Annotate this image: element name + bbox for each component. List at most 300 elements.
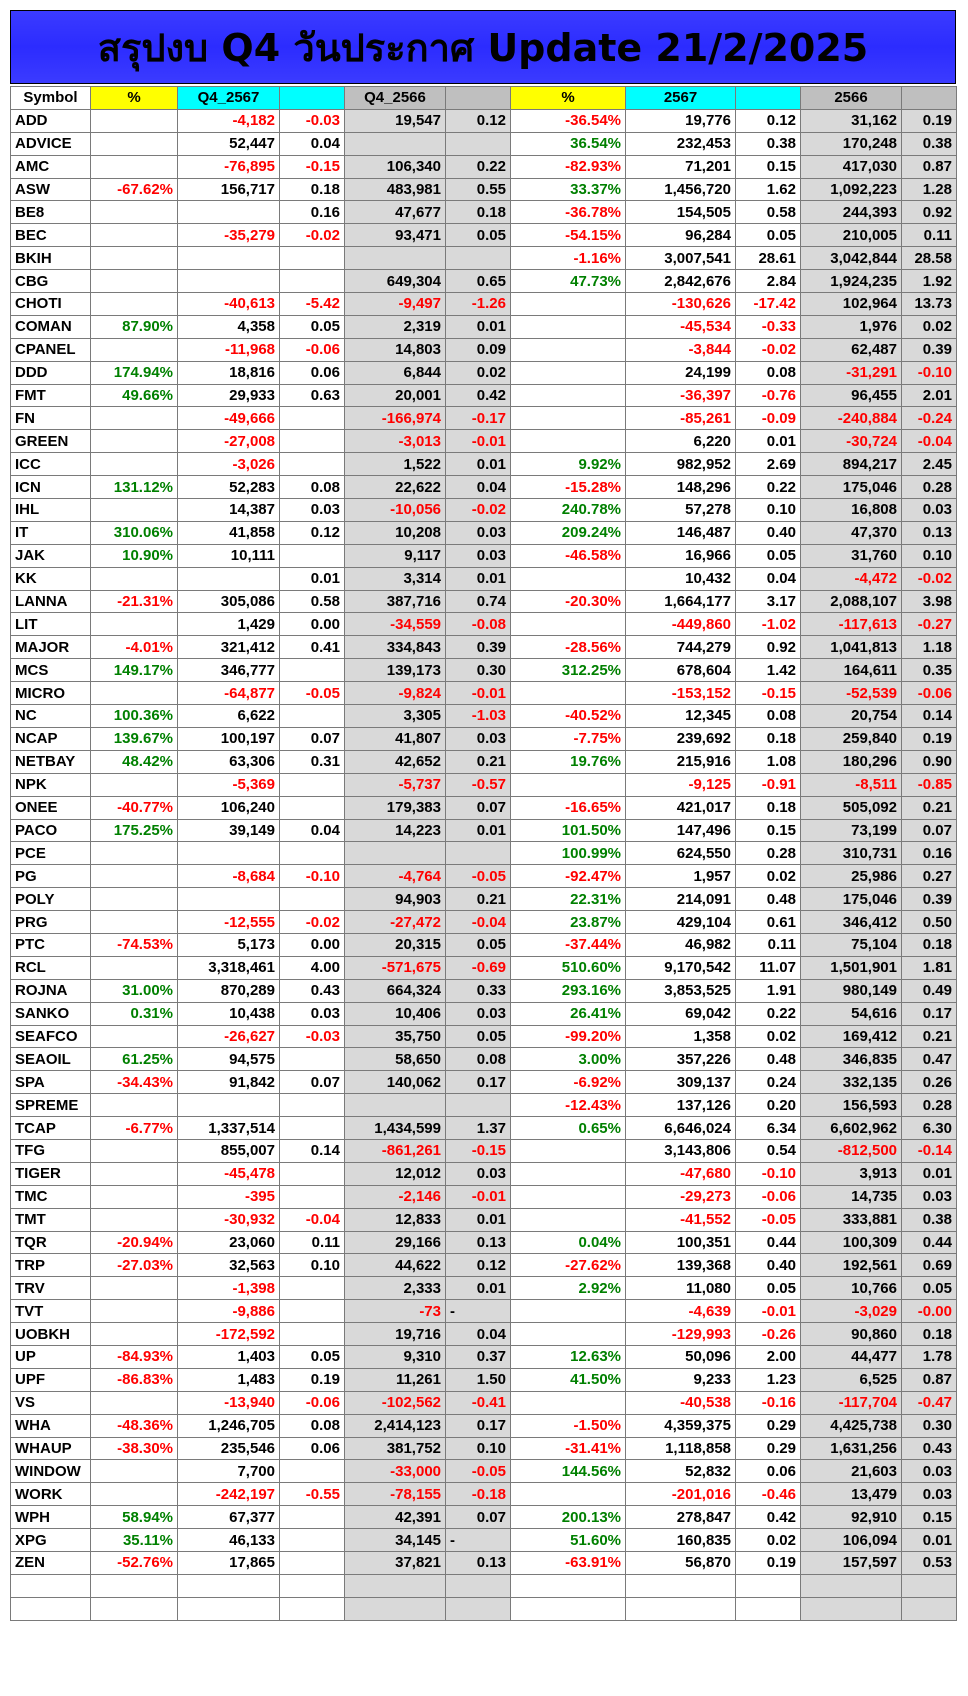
- table-row: [11, 911, 957, 934]
- value-cell: 9.92%: [511, 453, 626, 476]
- value-cell: -4.01%: [91, 636, 178, 659]
- table-row: [11, 247, 957, 270]
- value-cell: -0.02: [280, 911, 345, 934]
- symbol-cell: AMC: [11, 155, 91, 178]
- value-cell: [511, 407, 626, 430]
- value-cell: 0.19: [280, 1368, 345, 1391]
- value-cell: 25,986: [801, 865, 902, 888]
- value-cell: -0.17: [446, 407, 511, 430]
- value-cell: [345, 842, 446, 865]
- value-cell: 137,126: [626, 1094, 736, 1117]
- value-cell: 169,412: [801, 1025, 902, 1048]
- symbol-cell: NETBAY: [11, 750, 91, 773]
- value-cell: 9,310: [345, 1345, 446, 1368]
- value-cell: 14,387: [178, 499, 280, 522]
- value-cell: -0.46: [736, 1483, 801, 1506]
- value-cell: -92.47%: [511, 865, 626, 888]
- value-cell: 156,717: [178, 178, 280, 201]
- value-cell: [511, 1323, 626, 1346]
- value-cell: [280, 705, 345, 728]
- value-cell: [736, 1574, 801, 1597]
- table-row: [11, 682, 957, 705]
- value-cell: 0.53: [902, 1552, 957, 1575]
- symbol-cell: WHA: [11, 1414, 91, 1437]
- value-cell: 0.26: [902, 1071, 957, 1094]
- value-cell: 0.01: [736, 430, 801, 453]
- value-cell: -47,680: [626, 1162, 736, 1185]
- value-cell: [91, 499, 178, 522]
- value-cell: [91, 430, 178, 453]
- value-cell: 19.76%: [511, 750, 626, 773]
- value-cell: 0.90: [902, 750, 957, 773]
- value-cell: 154,505: [626, 201, 736, 224]
- value-cell: 0.02: [736, 1529, 801, 1552]
- symbol-cell: KK: [11, 567, 91, 590]
- value-cell: -21.31%: [91, 590, 178, 613]
- value-cell: 1.28: [902, 178, 957, 201]
- value-cell: 1,976: [801, 315, 902, 338]
- value-cell: 894,217: [801, 453, 902, 476]
- value-cell: 100.99%: [511, 842, 626, 865]
- value-cell: [280, 1162, 345, 1185]
- value-cell: [446, 132, 511, 155]
- value-cell: 148,296: [626, 476, 736, 499]
- value-cell: 46,133: [178, 1529, 280, 1552]
- value-cell: 0.48: [736, 888, 801, 911]
- value-cell: -54.15%: [511, 224, 626, 247]
- table-row: [11, 1231, 957, 1254]
- value-cell: 0.65: [446, 270, 511, 293]
- value-cell: 48.42%: [91, 750, 178, 773]
- value-cell: 0.41: [280, 636, 345, 659]
- value-cell: [280, 1552, 345, 1575]
- value-cell: -242,197: [178, 1483, 280, 1506]
- value-cell: [178, 270, 280, 293]
- value-cell: 1,501,901: [801, 956, 902, 979]
- value-cell: 140,062: [345, 1071, 446, 1094]
- value-cell: 2,414,123: [345, 1414, 446, 1437]
- table-row: [11, 705, 957, 728]
- value-cell: [511, 430, 626, 453]
- value-cell: 96,455: [801, 384, 902, 407]
- value-cell: 16,966: [626, 544, 736, 567]
- value-cell: [280, 544, 345, 567]
- value-cell: 0.18: [280, 178, 345, 201]
- value-cell: 52,283: [178, 476, 280, 499]
- value-cell: -102,562: [345, 1391, 446, 1414]
- value-cell: 240.78%: [511, 499, 626, 522]
- value-cell: -0.01: [446, 430, 511, 453]
- value-cell: 31,162: [801, 109, 902, 132]
- value-cell: 209.24%: [511, 521, 626, 544]
- value-cell: 1.42: [736, 659, 801, 682]
- value-cell: 321,412: [178, 636, 280, 659]
- value-cell: -9,497: [345, 293, 446, 316]
- table-row: [11, 979, 957, 1002]
- value-cell: [345, 132, 446, 155]
- value-cell: 6,220: [626, 430, 736, 453]
- value-cell: [91, 1162, 178, 1185]
- column-header: [280, 87, 345, 110]
- value-cell: [280, 842, 345, 865]
- value-cell: 44,622: [345, 1254, 446, 1277]
- symbol-cell: [11, 1574, 91, 1597]
- value-cell: [91, 293, 178, 316]
- value-cell: 310,731: [801, 842, 902, 865]
- value-cell: 0.03: [446, 727, 511, 750]
- value-cell: -20.94%: [91, 1231, 178, 1254]
- value-cell: 0.03: [902, 499, 957, 522]
- value-cell: -52.76%: [91, 1552, 178, 1575]
- value-cell: 0.01: [280, 567, 345, 590]
- value-cell: 12,345: [626, 705, 736, 728]
- value-cell: -0.04: [280, 1208, 345, 1231]
- value-cell: 94,903: [345, 888, 446, 911]
- value-cell: 0.10: [446, 1437, 511, 1460]
- table-row: [11, 1597, 957, 1620]
- table-row: [11, 178, 957, 201]
- value-cell: [91, 1323, 178, 1346]
- table-row: [11, 750, 957, 773]
- value-cell: -5,369: [178, 773, 280, 796]
- value-cell: 36.54%: [511, 132, 626, 155]
- value-cell: 0.05: [902, 1277, 957, 1300]
- value-cell: -1.16%: [511, 247, 626, 270]
- value-cell: 33.37%: [511, 178, 626, 201]
- column-header: 2567: [626, 87, 736, 110]
- value-cell: 0.43: [280, 979, 345, 1002]
- value-cell: 14,735: [801, 1185, 902, 1208]
- value-cell: [280, 453, 345, 476]
- symbol-cell: DDD: [11, 361, 91, 384]
- value-cell: 87.90%: [91, 315, 178, 338]
- column-header: Q4_2566: [345, 87, 446, 110]
- value-cell: -13,940: [178, 1391, 280, 1414]
- value-cell: 0.44: [902, 1231, 957, 1254]
- symbol-cell: LANNA: [11, 590, 91, 613]
- earnings-table: [10, 86, 957, 1621]
- value-cell: [91, 1391, 178, 1414]
- value-cell: 10,438: [178, 1002, 280, 1025]
- value-cell: 2.00: [736, 1345, 801, 1368]
- table-row: [11, 270, 957, 293]
- value-cell: [91, 1574, 178, 1597]
- table-row: [11, 453, 957, 476]
- value-cell: 0.11: [736, 933, 801, 956]
- value-cell: 510.60%: [511, 956, 626, 979]
- value-cell: 94,575: [178, 1048, 280, 1071]
- value-cell: 0.07: [280, 727, 345, 750]
- symbol-cell: IHL: [11, 499, 91, 522]
- value-cell: 23,060: [178, 1231, 280, 1254]
- value-cell: 175,046: [801, 888, 902, 911]
- value-cell: [91, 1300, 178, 1323]
- symbol-cell: TMT: [11, 1208, 91, 1231]
- value-cell: -1.02: [736, 613, 801, 636]
- value-cell: 0.22: [446, 155, 511, 178]
- value-cell: 4,358: [178, 315, 280, 338]
- value-cell: 1.23: [736, 1368, 801, 1391]
- value-cell: 0.02: [736, 1025, 801, 1048]
- value-cell: 100,197: [178, 727, 280, 750]
- value-cell: 3,007,541: [626, 247, 736, 270]
- value-cell: 310.06%: [91, 521, 178, 544]
- value-cell: [511, 773, 626, 796]
- value-cell: [91, 224, 178, 247]
- value-cell: 0.03: [902, 1460, 957, 1483]
- value-cell: -861,261: [345, 1139, 446, 1162]
- value-cell: 0.28: [902, 476, 957, 499]
- table-row: [11, 1552, 957, 1575]
- value-cell: [91, 1277, 178, 1300]
- value-cell: 0.42: [736, 1506, 801, 1529]
- value-cell: 0.06: [280, 361, 345, 384]
- symbol-cell: WINDOW: [11, 1460, 91, 1483]
- value-cell: 19,547: [345, 109, 446, 132]
- value-cell: 144.56%: [511, 1460, 626, 1483]
- value-cell: -0.04: [446, 911, 511, 934]
- value-cell: 1,522: [345, 453, 446, 476]
- value-cell: -5.42: [280, 293, 345, 316]
- value-cell: 332,135: [801, 1071, 902, 1094]
- value-cell: -27.62%: [511, 1254, 626, 1277]
- value-cell: 37,821: [345, 1552, 446, 1575]
- value-cell: -0.15: [736, 682, 801, 705]
- value-cell: 67,377: [178, 1506, 280, 1529]
- value-cell: 3,042,844: [801, 247, 902, 270]
- value-cell: -12,555: [178, 911, 280, 934]
- value-cell: -0.05: [736, 1208, 801, 1231]
- symbol-cell: TFG: [11, 1139, 91, 1162]
- value-cell: -34,559: [345, 613, 446, 636]
- value-cell: [902, 1597, 957, 1620]
- value-cell: -67.62%: [91, 178, 178, 201]
- value-cell: [91, 1208, 178, 1231]
- value-cell: 23.87%: [511, 911, 626, 934]
- value-cell: -0.85: [902, 773, 957, 796]
- value-cell: [511, 293, 626, 316]
- table-row: [11, 1185, 957, 1208]
- value-cell: 982,952: [626, 453, 736, 476]
- table-row: [11, 293, 957, 316]
- value-cell: [91, 109, 178, 132]
- value-cell: 6.34: [736, 1117, 801, 1140]
- value-cell: -4,472: [801, 567, 902, 590]
- value-cell: [446, 1597, 511, 1620]
- value-cell: 0.05: [280, 1345, 345, 1368]
- value-cell: 0.07: [446, 1506, 511, 1529]
- value-cell: 1,924,235: [801, 270, 902, 293]
- value-cell: -1.50%: [511, 1414, 626, 1437]
- value-cell: [91, 865, 178, 888]
- value-cell: 0.43: [902, 1437, 957, 1460]
- value-cell: [511, 338, 626, 361]
- value-cell: 175,046: [801, 476, 902, 499]
- value-cell: 10.90%: [91, 544, 178, 567]
- value-cell: [91, 613, 178, 636]
- value-cell: -36.78%: [511, 201, 626, 224]
- value-cell: -0.00: [902, 1300, 957, 1323]
- value-cell: -30,932: [178, 1208, 280, 1231]
- value-cell: 35.11%: [91, 1529, 178, 1552]
- symbol-cell: CBG: [11, 270, 91, 293]
- value-cell: 0.14: [280, 1139, 345, 1162]
- value-cell: -3,013: [345, 430, 446, 453]
- value-cell: 0.04: [280, 819, 345, 842]
- value-cell: 41.50%: [511, 1368, 626, 1391]
- table-row: [11, 1529, 957, 1552]
- table-row: [11, 1139, 957, 1162]
- value-cell: 0.13: [446, 1552, 511, 1575]
- value-cell: 10,406: [345, 1002, 446, 1025]
- value-cell: -0.76: [736, 384, 801, 407]
- value-cell: 0.08: [280, 476, 345, 499]
- value-cell: [280, 1597, 345, 1620]
- value-cell: [280, 407, 345, 430]
- value-cell: 4,425,738: [801, 1414, 902, 1437]
- value-cell: 0.20: [736, 1094, 801, 1117]
- value-cell: [178, 567, 280, 590]
- value-cell: 2.69: [736, 453, 801, 476]
- value-cell: 3.17: [736, 590, 801, 613]
- value-cell: 0.13: [446, 1231, 511, 1254]
- value-cell: [446, 842, 511, 865]
- value-cell: 0.92: [736, 636, 801, 659]
- value-cell: 26.41%: [511, 1002, 626, 1025]
- value-cell: 2,842,676: [626, 270, 736, 293]
- table-row: [11, 1414, 957, 1437]
- value-cell: 1.50: [446, 1368, 511, 1391]
- value-cell: 0.12: [446, 1254, 511, 1277]
- value-cell: 200.13%: [511, 1506, 626, 1529]
- value-cell: [91, 338, 178, 361]
- value-cell: 50,096: [626, 1345, 736, 1368]
- symbol-cell: VS: [11, 1391, 91, 1414]
- value-cell: 4.00: [280, 956, 345, 979]
- value-cell: 32,563: [178, 1254, 280, 1277]
- value-cell: -6.92%: [511, 1071, 626, 1094]
- table-row: [11, 1483, 957, 1506]
- symbol-cell: [11, 1597, 91, 1620]
- value-cell: -73: [345, 1300, 446, 1323]
- symbol-cell: UP: [11, 1345, 91, 1368]
- value-cell: -40,538: [626, 1391, 736, 1414]
- value-cell: 0.18: [902, 933, 957, 956]
- value-cell: [178, 247, 280, 270]
- value-cell: 0.11: [280, 1231, 345, 1254]
- value-cell: 0.01: [902, 1529, 957, 1552]
- value-cell: 1.37: [446, 1117, 511, 1140]
- value-cell: [91, 453, 178, 476]
- value-cell: 0.06: [280, 1437, 345, 1460]
- value-cell: 6,602,962: [801, 1117, 902, 1140]
- table-row: [11, 1391, 957, 1414]
- value-cell: -0.01: [736, 1300, 801, 1323]
- value-cell: 21,603: [801, 1460, 902, 1483]
- value-cell: [511, 682, 626, 705]
- value-cell: [280, 773, 345, 796]
- value-cell: 417,030: [801, 155, 902, 178]
- value-cell: -0.09: [736, 407, 801, 430]
- value-cell: 0.74: [446, 590, 511, 613]
- value-cell: [178, 842, 280, 865]
- value-cell: 0.12: [446, 109, 511, 132]
- value-cell: 0.63: [280, 384, 345, 407]
- symbol-cell: PCE: [11, 842, 91, 865]
- value-cell: 0.50: [902, 911, 957, 934]
- value-cell: -0.14: [902, 1139, 957, 1162]
- column-header: %: [91, 87, 178, 110]
- symbol-cell: NPK: [11, 773, 91, 796]
- value-cell: -129,993: [626, 1323, 736, 1346]
- value-cell: -40,613: [178, 293, 280, 316]
- value-cell: 47,677: [345, 201, 446, 224]
- value-cell: -0.91: [736, 773, 801, 796]
- value-cell: [280, 1277, 345, 1300]
- value-cell: 34,145: [345, 1529, 446, 1552]
- value-cell: 0.87: [902, 155, 957, 178]
- value-cell: 1,092,223: [801, 178, 902, 201]
- value-cell: 0.01: [446, 819, 511, 842]
- value-cell: 678,604: [626, 659, 736, 682]
- value-cell: 61.25%: [91, 1048, 178, 1071]
- table-row: [11, 476, 957, 499]
- value-cell: 28.61: [736, 247, 801, 270]
- value-cell: -0.10: [902, 361, 957, 384]
- symbol-cell: SEAOIL: [11, 1048, 91, 1071]
- value-cell: 3,913: [801, 1162, 902, 1185]
- value-cell: 0.12: [736, 109, 801, 132]
- value-cell: 346,412: [801, 911, 902, 934]
- value-cell: [178, 1597, 280, 1620]
- value-cell: 54,616: [801, 1002, 902, 1025]
- value-cell: [91, 1597, 178, 1620]
- value-cell: 42,391: [345, 1506, 446, 1529]
- value-cell: 100,351: [626, 1231, 736, 1254]
- table-row: [11, 1437, 957, 1460]
- value-cell: -0.26: [736, 1323, 801, 1346]
- value-cell: -0.03: [280, 1025, 345, 1048]
- value-cell: 1,358: [626, 1025, 736, 1048]
- column-header: [446, 87, 511, 110]
- value-cell: 3,143,806: [626, 1139, 736, 1162]
- value-cell: -85,261: [626, 407, 736, 430]
- value-cell: -812,500: [801, 1139, 902, 1162]
- value-cell: [511, 613, 626, 636]
- value-cell: 0.05: [446, 1025, 511, 1048]
- value-cell: 1,041,813: [801, 636, 902, 659]
- value-cell: 62,487: [801, 338, 902, 361]
- value-cell: 0.15: [736, 819, 801, 842]
- table-row: [11, 1368, 957, 1391]
- value-cell: 0.08: [736, 705, 801, 728]
- value-cell: 0.28: [736, 842, 801, 865]
- value-cell: 47,370: [801, 521, 902, 544]
- value-cell: [902, 1574, 957, 1597]
- symbol-cell: BE8: [11, 201, 91, 224]
- value-cell: -41,552: [626, 1208, 736, 1231]
- symbol-cell: CPANEL: [11, 338, 91, 361]
- symbol-cell: PTC: [11, 933, 91, 956]
- value-cell: 71,201: [626, 155, 736, 178]
- value-cell: -82.93%: [511, 155, 626, 178]
- symbol-cell: WHAUP: [11, 1437, 91, 1460]
- value-cell: 0.40: [736, 1254, 801, 1277]
- symbol-cell: ZEN: [11, 1552, 91, 1575]
- value-cell: 0.39: [902, 888, 957, 911]
- value-cell: -0.06: [902, 682, 957, 705]
- value-cell: -10,056: [345, 499, 446, 522]
